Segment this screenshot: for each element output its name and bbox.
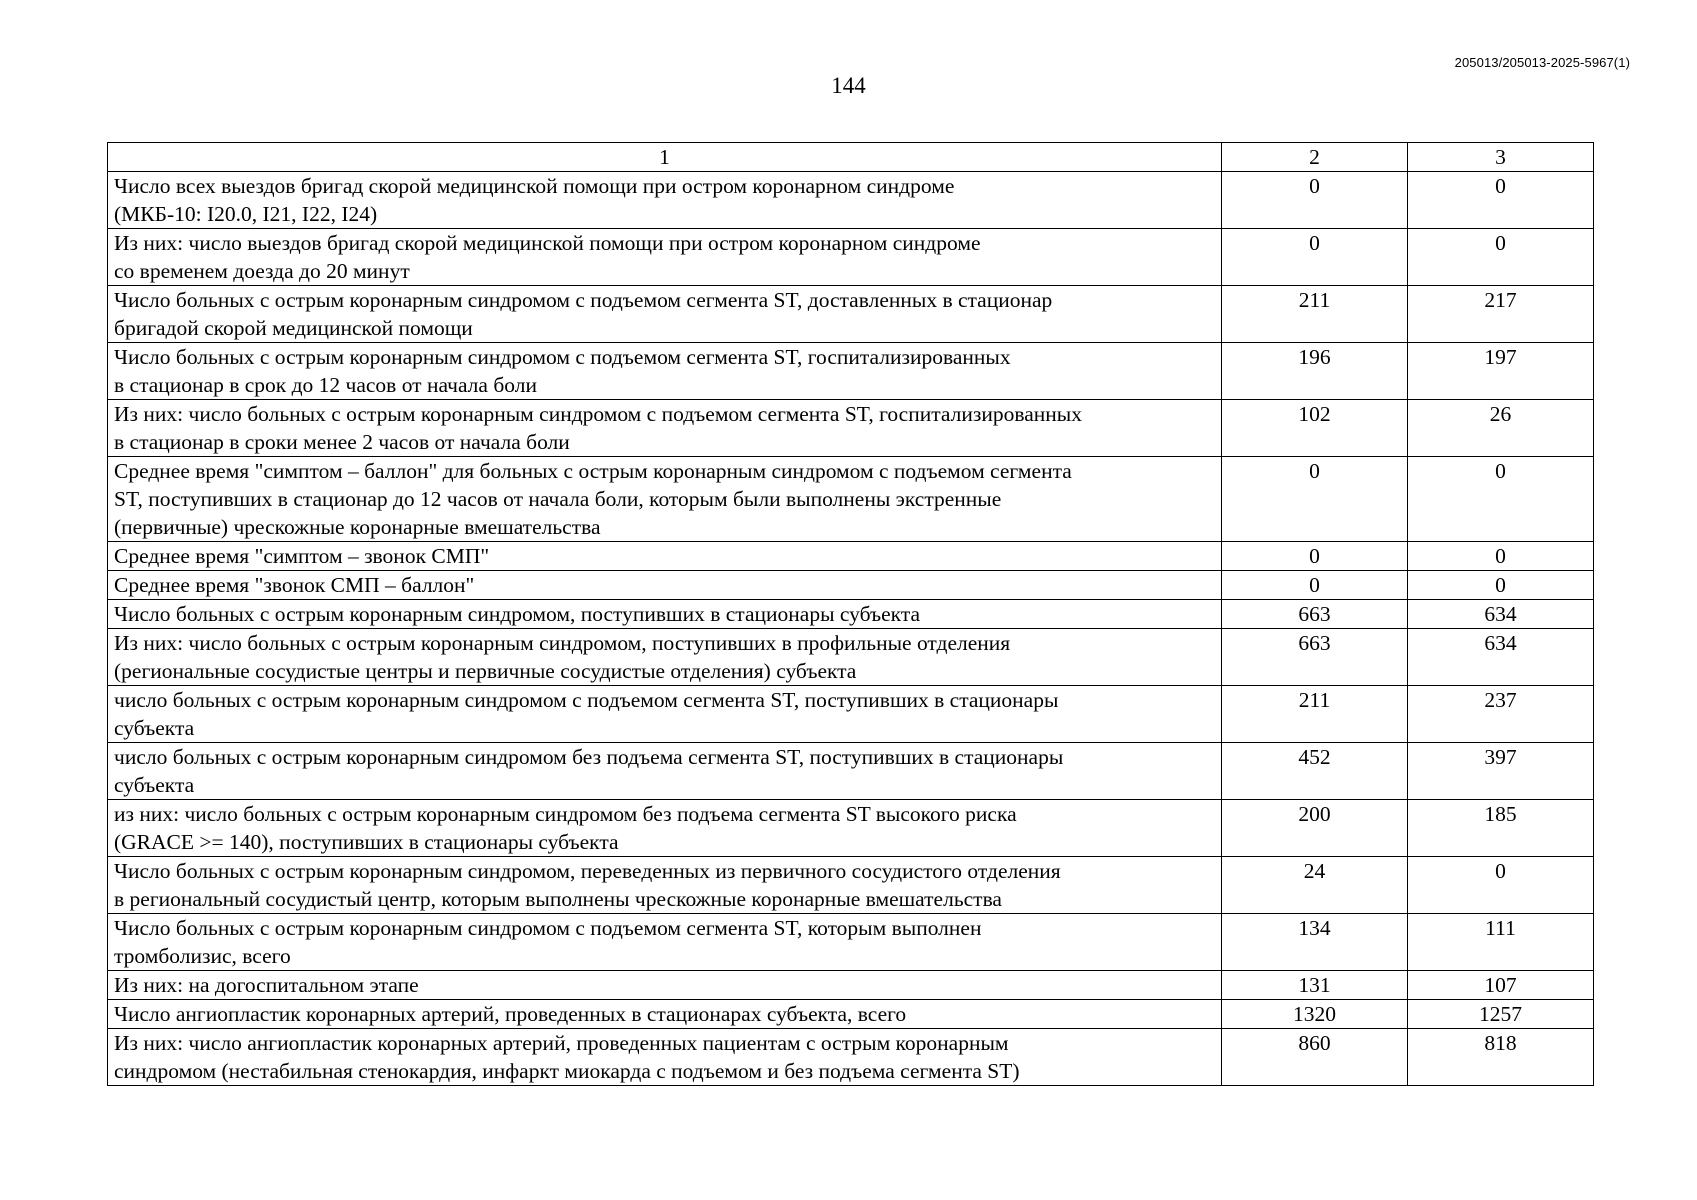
value-col3: 185: [1408, 800, 1594, 857]
description-line: Среднее время "симптом – звонок СМП": [114, 544, 490, 568]
value-col2: 452: [1222, 743, 1408, 800]
value-col2: 860: [1222, 1029, 1408, 1086]
row-description: [108, 914, 1222, 971]
table-row: [108, 743, 1594, 800]
row-description: [108, 686, 1222, 743]
description-line: Среднее время "звонок СМП – баллон": [114, 573, 475, 597]
value-col3: 107: [1408, 971, 1594, 1000]
description-line: в стационар в срок до 12 часов от начала боли: [114, 373, 537, 397]
description-line: (региональные сосудистые центры и первичные сосудистые отделения) субъекта: [114, 659, 857, 683]
column-header: 3: [1408, 143, 1594, 172]
row-description: [108, 457, 1222, 542]
description-line: Из них: число ангиопластик коронарных артерий, проведенных пациентам с острым коронарным: [114, 1031, 1009, 1055]
value-col2: 663: [1222, 600, 1408, 629]
description-line: Число больных с острым коронарным синдромом, переведенных из первичного сосудистого отделения: [114, 859, 1061, 883]
row-description: [108, 743, 1222, 800]
table-header-row: [108, 143, 1594, 172]
description-line: бригадой скорой медицинской помощи: [114, 316, 473, 340]
description-line: тромболизис, всего: [114, 944, 291, 968]
table-body: [108, 143, 1594, 1086]
column-header: 1: [108, 143, 1222, 172]
value-col2: 0: [1222, 172, 1408, 229]
table-row: [108, 571, 1594, 600]
value-col2: 211: [1222, 686, 1408, 743]
row-description: [108, 600, 1222, 629]
table-row: [108, 286, 1594, 343]
table-row: [108, 971, 1594, 1000]
row-description: [108, 800, 1222, 857]
description-line: (МКБ-10: I20.0, I21, I22, I24): [114, 202, 378, 226]
value-col3: 634: [1408, 600, 1594, 629]
value-col2: 0: [1222, 457, 1408, 542]
value-col2: 0: [1222, 571, 1408, 600]
value-col3: 634: [1408, 629, 1594, 686]
description-line: в стационар в сроки менее 2 часов от начала боли: [114, 430, 570, 454]
description-line: (GRACE >= 140), поступивших в стационары субъекта: [114, 830, 619, 854]
page-number: 144: [831, 73, 866, 98]
description-line: из них: число больных с острым коронарным синдромом без подъема сегмента ST высокого риска: [114, 802, 1017, 826]
row-description: [108, 343, 1222, 400]
column-header: 2: [1222, 143, 1408, 172]
description-line: Из них: число выездов бригад скорой медицинской помощи при остром коронарном синдроме: [114, 231, 981, 255]
value-col2: 1320: [1222, 1000, 1408, 1029]
value-col2: 102: [1222, 400, 1408, 457]
table-row: [108, 400, 1594, 457]
row-description: [108, 571, 1222, 600]
value-col2: 663: [1222, 629, 1408, 686]
description-line: Число больных с острым коронарным синдромом с подъемом сегмента ST, госпитализированных: [114, 345, 1011, 369]
table-row: [108, 542, 1594, 571]
description-line: (первичные) чрескожные коронарные вмешательства: [114, 515, 601, 539]
row-description: [108, 629, 1222, 686]
table-row: [108, 343, 1594, 400]
value-col2: 200: [1222, 800, 1408, 857]
value-col2: 131: [1222, 971, 1408, 1000]
table-row: [108, 172, 1594, 229]
statistics-table: [107, 142, 1594, 1086]
value-col2: 0: [1222, 229, 1408, 286]
description-line: Число больных с острым коронарным синдромом с подъемом сегмента ST, доставленных в стационар: [114, 288, 1053, 312]
value-col2: 134: [1222, 914, 1408, 971]
table-row: [108, 457, 1594, 542]
value-col3: 0: [1408, 571, 1594, 600]
value-col3: 0: [1408, 857, 1594, 914]
row-description: [108, 857, 1222, 914]
table-row: [108, 857, 1594, 914]
value-col3: 111: [1408, 914, 1594, 971]
value-col3: 26: [1408, 400, 1594, 457]
value-col3: 818: [1408, 1029, 1594, 1086]
table-row: [108, 800, 1594, 857]
value-col2: 211: [1222, 286, 1408, 343]
description-line: ST, поступивших в стационар до 12 часов от начала боли, которым были выполнены экстренные: [114, 487, 1002, 511]
description-line: в региональный сосудистый центр, которым выполнены чрескожные коронарные вмешательства: [114, 887, 1002, 911]
description-line: Из них: число больных с острым коронарным синдромом, поступивших в профильные отделения: [114, 631, 1011, 655]
description-line: число больных с острым коронарным синдромом без подъема сегмента ST, поступивших в стационары: [114, 745, 1064, 769]
row-description: [108, 400, 1222, 457]
value-col3: 0: [1408, 457, 1594, 542]
value-col3: 0: [1408, 172, 1594, 229]
table-row: [108, 1000, 1594, 1029]
value-col2: 0: [1222, 542, 1408, 571]
value-col2: 196: [1222, 343, 1408, 400]
value-col3: 237: [1408, 686, 1594, 743]
description-line: Число всех выездов бригад скорой медицинской помощи при остром коронарном синдроме: [114, 174, 955, 198]
table-row: [108, 686, 1594, 743]
description-line: Число ангиопластик коронарных артерий, проведенных в стационарах субъекта, всего: [114, 1002, 907, 1026]
row-description: [108, 172, 1222, 229]
description-line: Число больных с острым коронарным синдромом с подъемом сегмента ST, которым выполнен: [114, 916, 982, 940]
description-line: Из них: число больных с острым коронарным синдромом с подъемом сегмента ST, госпитализированных: [114, 402, 1082, 426]
description-line: субъекта: [114, 716, 195, 740]
value-col3: 0: [1408, 229, 1594, 286]
row-description: [108, 229, 1222, 286]
value-col3: 197: [1408, 343, 1594, 400]
value-col2: 24: [1222, 857, 1408, 914]
document-id: 205013/205013-2025-5967(1): [1454, 55, 1630, 70]
row-description: [108, 1000, 1222, 1029]
table-row: [108, 629, 1594, 686]
row-description: [108, 286, 1222, 343]
table-row: [108, 914, 1594, 971]
description-line: субъекта: [114, 773, 195, 797]
value-col3: 397: [1408, 743, 1594, 800]
description-line: со временем доезда до 20 минут: [114, 259, 410, 283]
description-line: Число больных с острым коронарным синдромом, поступивших в стационары субъекта: [114, 602, 921, 626]
description-line: Среднее время "симптом – баллон" для больных с острым коронарным синдромом с подъемом сегмента: [114, 459, 1072, 483]
row-description: [108, 542, 1222, 571]
value-col3: 1257: [1408, 1000, 1594, 1029]
row-description: [108, 971, 1222, 1000]
value-col3: 0: [1408, 542, 1594, 571]
description-line: синдромом (нестабильная стенокардия, инфаркт миокарда с подъемом и без подъема сегмента ST): [114, 1059, 1020, 1083]
table-row: [108, 600, 1594, 629]
table-row: [108, 229, 1594, 286]
row-description: [108, 1029, 1222, 1086]
value-col3: 217: [1408, 286, 1594, 343]
description-line: Из них: на догоспитальном этапе: [114, 973, 419, 997]
table-row: [108, 1029, 1594, 1086]
description-line: число больных с острым коронарным синдромом с подъемом сегмента ST, поступивших в стационары: [114, 688, 1059, 712]
